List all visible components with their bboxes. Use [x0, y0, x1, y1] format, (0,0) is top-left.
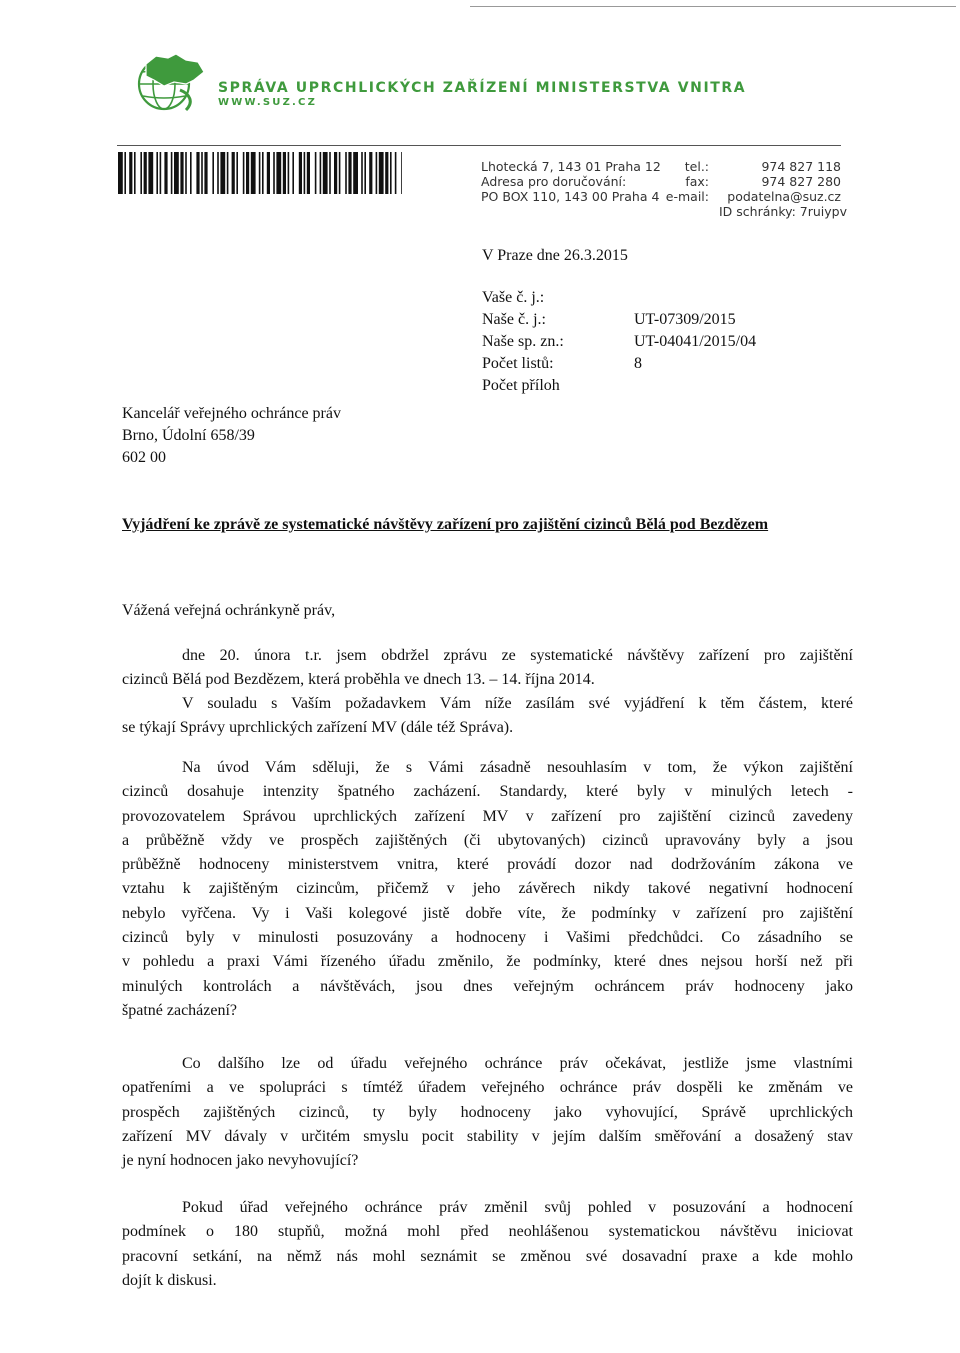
paragraph-line: V souladu s Vaším požadavkem Vám níže zasílám své vyjádření k těm částem, které [182, 695, 853, 712]
tel-value: 974 827 118 [761, 159, 841, 174]
paragraph-line: prospěch zajištěných cizinců, ty byly hodnoceny jako vyhovující, Správě uprchlických [122, 1103, 853, 1121]
top-rule [470, 6, 956, 7]
paragraph-line: pracovní setkání, na němž nás mohl seznámit se změnou své dosavadní praxe a kde mohlo [122, 1247, 853, 1265]
reference-values [634, 309, 756, 375]
recipient-line: Kancelář veřejného ochránce práv [122, 405, 341, 422]
our-ref-label: Naše č. j.: [482, 311, 546, 328]
reference-labels [482, 287, 564, 397]
paragraph-line: Na úvod Vám sděluji, že s Vámi zásadně nesouhlasím v tom, že výkon zajištění [182, 759, 853, 776]
body-paragraph [122, 692, 853, 741]
paragraph-line: průběžně hodnoceny ministerstvem vnitra, které provádí dozor nad dodržováním zákona ve [122, 856, 853, 874]
address-line: Adresa pro doručování: [481, 174, 627, 189]
header-rule [117, 145, 841, 146]
your-ref-label: Vaše č. j.: [482, 289, 545, 306]
date-line: V Praze dne 26.3.2015 [482, 247, 628, 264]
paragraph-line: minulých kontrolách a návštěvách, jsou dnes veřejným ochráncem práv hodnoceny jako [122, 977, 853, 995]
paragraph-line: cizinců byly v minulosti posuzovány a hodnoceny i Vašimi předchůdci. Co zásadního se [122, 929, 853, 947]
paragraph-line: zařízení MV dávaly v určitém smyslu pocit stability v jejím dalším směřování a dosažený stav [122, 1127, 853, 1145]
paragraph-line: nebylo vyřčena. Vy i Vaši kolegové jistě dobře víte, že podmínky v zařízení pro zajištění [122, 904, 853, 922]
paragraph-line: Pokud úřad veřejného ochránce práv změnil svůj pohled v posuzování a hodnocení [182, 1199, 853, 1216]
paragraph-line: vztahu k zajištěným cizincům, přičemž v jeho závěrech nikdy takové negativní hodnocení [122, 880, 853, 898]
file-number-value: UT-04041/2015/04 [634, 333, 757, 350]
paragraph-line: cizinců dosahuje intenzity špatného zacházení. Standardy, které byly v minulých letech - [122, 783, 853, 801]
fax-value: 974 827 280 [761, 174, 841, 189]
email-label: e-mail: [665, 189, 709, 204]
letter-subject: Vyjádření ke zprávě ze systematické návštěvy zařízení pro zajištění cizinců Bělá pod Bezdězem [122, 516, 769, 533]
address-line: PO BOX 110, 143 00 Praha 4 [481, 189, 660, 204]
paragraph-line: Co dalšího lze od úřadu veřejného ochránce práv očekávat, jestliže jsme vlastními [182, 1055, 853, 1072]
recipient-address [122, 403, 341, 469]
czech-map-globe-logo-icon [134, 50, 206, 116]
body-paragraph [122, 1052, 853, 1173]
recipient-line: 602 00 [122, 449, 166, 466]
fax-label: fax: [685, 174, 709, 189]
email-value[interactable]: podatelna@suz.cz [727, 189, 841, 204]
databox-id: ID schránky: 7ruiypv [719, 204, 847, 219]
paragraph-line: a průběžně vždy ve prospěch zajištěných (či ubytovaných) cizinců upravovány byly a jsou [122, 831, 853, 849]
salutation: Vážená veřejná ochránkyně práv, [122, 602, 336, 619]
paragraph-line: dojít k diskusi. [122, 1271, 217, 1289]
paragraph-line: se týkají Správy uprchlických zařízení MV (dále též Správa). [122, 719, 514, 737]
tel-label: tel.: [684, 159, 709, 174]
our-ref-value: UT-07309/2015 [634, 311, 736, 328]
sheet-count-value: 8 [634, 355, 642, 372]
file-number-label: Naše sp. zn.: [482, 333, 564, 350]
contact-values [711, 159, 841, 204]
body-paragraph [122, 756, 853, 1023]
barcode-icon [118, 152, 402, 194]
recipient-line: Brno, Údolní 658/39 [122, 427, 255, 444]
paragraph-line: podmínek o 180 stupňů, možná mohl před neohlášenou systematickou návštěvu iniciovat [122, 1223, 853, 1241]
organization-name: SPRÁVA UPRCHLICKÝCH ZAŘÍZENÍ MINISTERSTVA VNITRA [218, 80, 747, 96]
address-line: Lhotecká 7, 143 01 Praha 12 [481, 159, 661, 174]
paragraph-line: opatřeními a ve spolupráci s tímtéž úřadem veřejného ochránce práv dospěli ke změnám ve [122, 1079, 853, 1097]
paragraph-line: cizinců Bělá pod Bezdězem, která proběhla ve dnech 13. – 14. října 2014. [122, 671, 595, 689]
sheet-count-label: Počet listů: [482, 355, 554, 372]
paragraph-line: v pohledu a praxi Vámi řízeného úřadu změnilo, že podmínky, které dnes nejsou horší než při [122, 953, 853, 971]
paragraph-line: je nyní hodnocen jako nevyhovující? [122, 1152, 359, 1170]
paragraph-line: dne 20. února t.r. jsem obdržel zprávu ze systematické návštěvy zařízení pro zajištění [182, 647, 853, 664]
body-paragraph [122, 1196, 853, 1293]
paragraph-line: provozovatelem Správou uprchlických zařízení MV v zařízení pro zajištění cizinců zavedeny [122, 807, 853, 825]
contact-labels [632, 159, 709, 204]
body-paragraph [122, 644, 853, 693]
attachment-count-label: Počet příloh [482, 377, 560, 394]
paragraph-line: špatné zacházení? [122, 1001, 238, 1019]
organization-website: WWW.SUZ.CZ [218, 97, 318, 108]
